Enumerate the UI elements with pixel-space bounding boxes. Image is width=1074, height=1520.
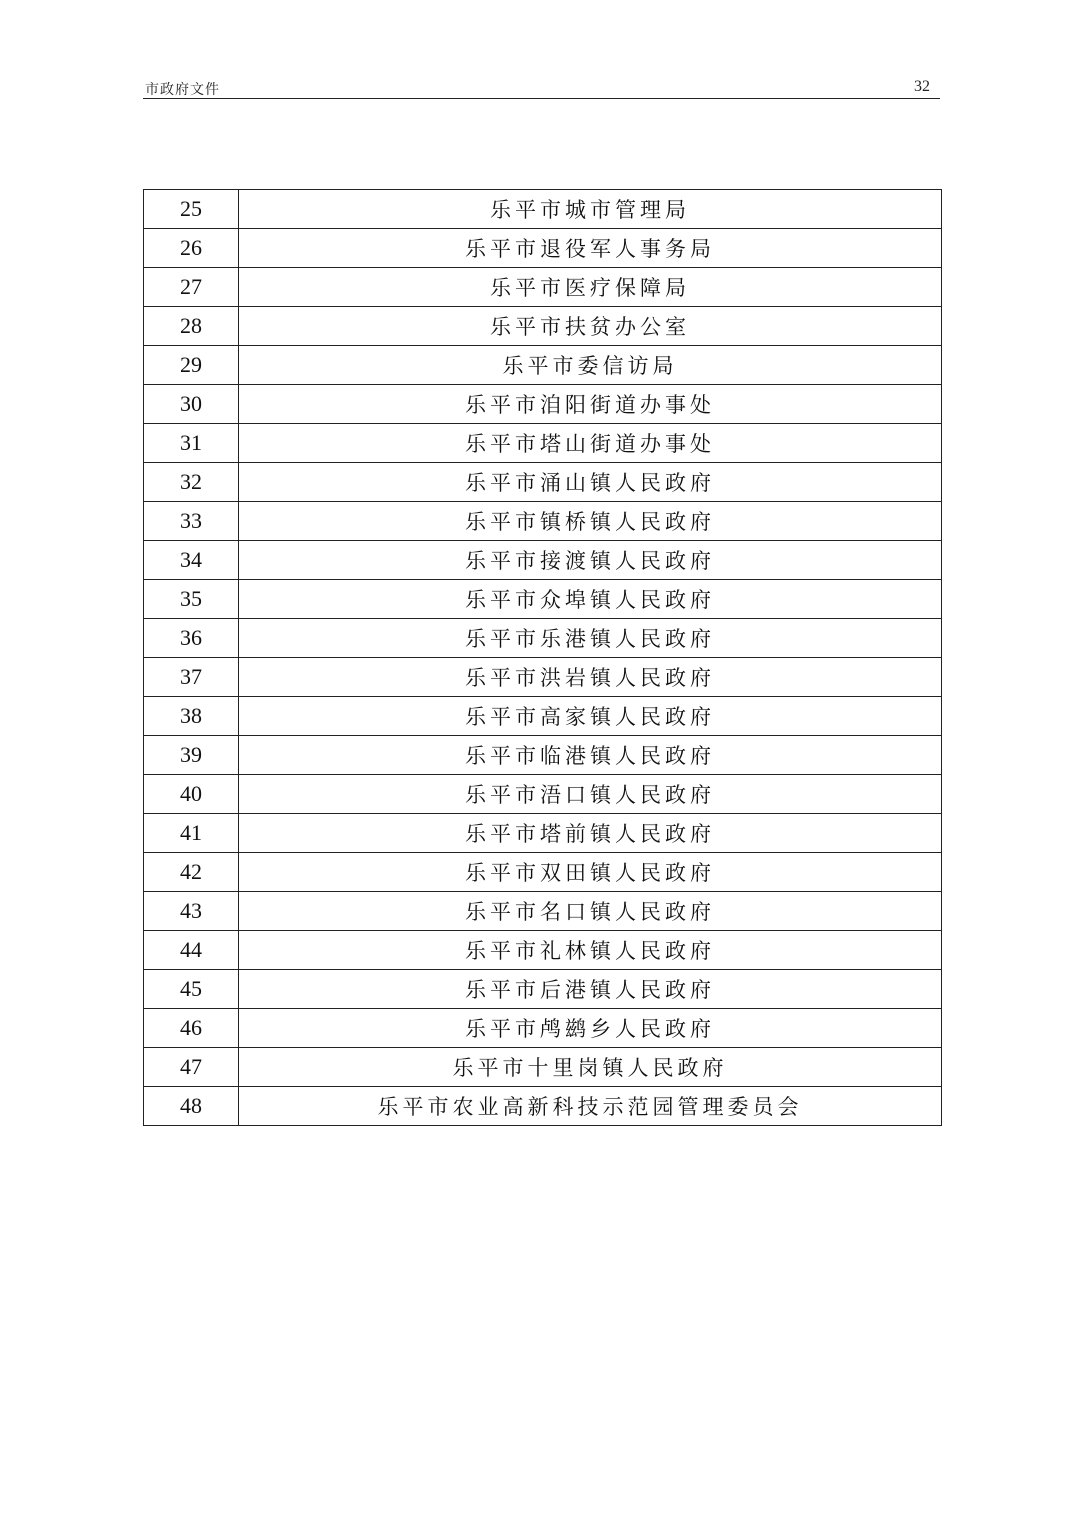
unit-name: 乐平市塔山街道办事处 (239, 424, 942, 463)
row-number: 25 (144, 190, 239, 229)
row-number: 48 (144, 1087, 239, 1126)
table-row (144, 190, 942, 229)
unit-name: 乐平市委信访局 (239, 346, 942, 385)
unit-name: 乐平市鸬鹚乡人民政府 (239, 1009, 942, 1048)
table-row (144, 424, 942, 463)
table-row (144, 736, 942, 775)
row-number: 43 (144, 892, 239, 931)
row-number: 30 (144, 385, 239, 424)
table-row (144, 892, 942, 931)
page-number: 32 (914, 78, 930, 95)
table-row (144, 697, 942, 736)
row-number: 41 (144, 814, 239, 853)
unit-name: 乐平市接渡镇人民政府 (239, 541, 942, 580)
unit-name: 乐平市医疗保障局 (239, 268, 942, 307)
unit-name: 乐平市涌山镇人民政府 (239, 463, 942, 502)
table-row (144, 307, 942, 346)
row-number: 45 (144, 970, 239, 1009)
unit-name: 乐平市退役军人事务局 (239, 229, 942, 268)
table-row (144, 502, 942, 541)
table-row (144, 619, 942, 658)
unit-name: 乐平市十里岗镇人民政府 (239, 1048, 942, 1087)
unit-table (143, 189, 942, 1126)
unit-name: 乐平市众埠镇人民政府 (239, 580, 942, 619)
unit-name: 乐平市乐港镇人民政府 (239, 619, 942, 658)
table-row (144, 853, 942, 892)
unit-name: 乐平市洪岩镇人民政府 (239, 658, 942, 697)
row-number: 37 (144, 658, 239, 697)
row-number: 27 (144, 268, 239, 307)
row-number: 39 (144, 736, 239, 775)
unit-name: 乐平市洎阳街道办事处 (239, 385, 942, 424)
table-row (144, 580, 942, 619)
table-row (144, 775, 942, 814)
row-number: 28 (144, 307, 239, 346)
row-number: 26 (144, 229, 239, 268)
unit-name: 乐平市扶贫办公室 (239, 307, 942, 346)
row-number: 47 (144, 1048, 239, 1087)
row-number: 34 (144, 541, 239, 580)
table-row (144, 970, 942, 1009)
table-row (144, 229, 942, 268)
table-row (144, 658, 942, 697)
unit-table-body (144, 190, 942, 1126)
page-header (143, 78, 940, 99)
row-number: 46 (144, 1009, 239, 1048)
table-row (144, 541, 942, 580)
unit-name: 乐平市城市管理局 (239, 190, 942, 229)
table-row (144, 346, 942, 385)
table-row (144, 1048, 942, 1087)
table-row (144, 814, 942, 853)
row-number: 36 (144, 619, 239, 658)
unit-name: 乐平市后港镇人民政府 (239, 970, 942, 1009)
table-row (144, 1009, 942, 1048)
row-number: 33 (144, 502, 239, 541)
unit-name: 乐平市浯口镇人民政府 (239, 775, 942, 814)
table-row (144, 1087, 942, 1126)
unit-name: 乐平市镇桥镇人民政府 (239, 502, 942, 541)
row-number: 38 (144, 697, 239, 736)
unit-name: 乐平市高家镇人民政府 (239, 697, 942, 736)
table-row (144, 931, 942, 970)
row-number: 32 (144, 463, 239, 502)
row-number: 35 (144, 580, 239, 619)
unit-name: 乐平市名口镇人民政府 (239, 892, 942, 931)
row-number: 29 (144, 346, 239, 385)
row-number: 44 (144, 931, 239, 970)
unit-name: 乐平市双田镇人民政府 (239, 853, 942, 892)
unit-name: 乐平市塔前镇人民政府 (239, 814, 942, 853)
row-number: 40 (144, 775, 239, 814)
document-title: 市政府文件 (145, 82, 220, 98)
table-row (144, 268, 942, 307)
unit-name: 乐平市临港镇人民政府 (239, 736, 942, 775)
unit-name: 乐平市农业高新科技示范园管理委员会 (239, 1087, 942, 1126)
row-number: 31 (144, 424, 239, 463)
table-row (144, 463, 942, 502)
unit-name: 乐平市礼林镇人民政府 (239, 931, 942, 970)
table-row (144, 385, 942, 424)
row-number: 42 (144, 853, 239, 892)
